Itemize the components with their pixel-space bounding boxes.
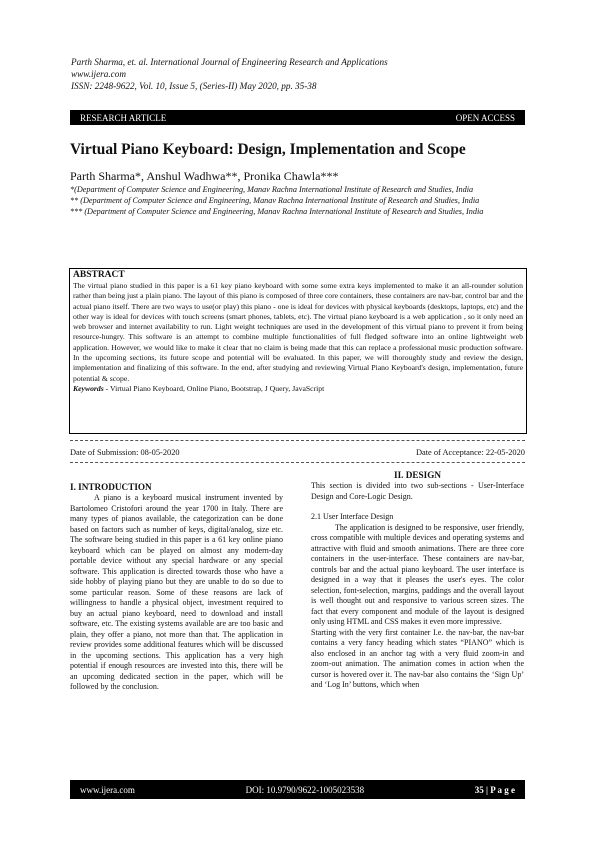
design-intro: This section is divided into two sub-sections - User-Interface Design and Core-Logic Design. <box>311 481 524 501</box>
dates-row <box>70 448 525 457</box>
journal-citation: Parth Sharma, et. al. International Journal of Engineering Research and Applications <box>71 57 388 67</box>
journal-issn: ISSN: 2248-9622, Vol. 10, Issue 5, (Series-II) May 2020, pp. 35-38 <box>71 81 317 91</box>
ui-design-subheading: 2.1 User Interface Design <box>311 512 394 521</box>
design-heading: II. DESIGN <box>394 470 441 480</box>
affiliation-2: ** (Department of Computer Science and Engineering, Manav Rachna International Institute of Research and Studies, India <box>70 196 480 205</box>
ui-design-paragraph-2: Starting with the very first container I.e. the nav-bar, the nav-bar contains a very fancy heading which states “PIANO” which is also enclosed in an anchor tag with a very fluid zoom-in and zoom-out animation. The animation comes in action when the cursor is hovered over it. The nav-bar also contains the ‘Sign Up’ and ‘Log In’ buttons, which when <box>311 627 524 689</box>
keywords-label: Keywords <box>73 383 104 393</box>
research-article-label: RESEARCH ARTICLE <box>80 112 167 123</box>
divider-top <box>70 440 525 441</box>
affiliations <box>70 184 525 217</box>
affiliation-1: *(Department of Computer Science and Engineering, Manav Rachna International Institute of Research and Studies, India <box>70 185 474 194</box>
right-column <box>311 470 524 691</box>
affiliation-3: *** (Department of Computer Science and Engineering, Manav Rachna International Institute of Research and Studies, India <box>70 207 484 216</box>
footer-doi[interactable]: DOI: 10.9790/9622-1005023538 <box>245 784 365 795</box>
acceptance-date: Date of Acceptance: 22-05-2020 <box>415 448 525 457</box>
intro-paragraph: A piano is a keyboard musical instrument invented by Bartolomeo Cristofori around the year 1700 in Italy. There are many types of pianos available, the categorization can be done based on factors such as number of keys, digital/analog, size etc. The software being studied in this paper is a 61 key online piano keyboard which can be played on almost any modern-day portable device without any special hardware or any special software. This application is directed towards those who have a side hobby of playing piano but they are unable to do so due to some particular reason. Some of these reasons are lack of willingness to handle a physical object, investment required to buy an actual piano keyboard, need to download and install software, etc. The existing systems available are are too basic and plain, they offer a piano, not more than that. The application in review provides some additional features which will be discussed in the upcoming sections. This application has a very high potential if enough resources are invested into this, there will be an upcoming dedicated section in the paper, which will be followed by the conclusion. <box>70 493 283 691</box>
abstract-box <box>69 268 527 434</box>
divider-bottom <box>70 462 525 463</box>
intro-heading: I. INTRODUCTION <box>70 482 152 492</box>
abstract-heading: ABSTRACT <box>73 270 125 280</box>
keywords-text: - Virtual Piano Keyboard, Online Piano, Bootstrap, J Query, JavaScript <box>103 383 325 393</box>
article-type-band <box>70 110 525 125</box>
journal-header <box>71 56 531 92</box>
author-list: Parth Sharma*, Anshul Wadhwa**, Pronika Chawla*** <box>70 169 339 183</box>
submission-date: Date of Submission: 08-05-2020 <box>70 448 180 457</box>
page-number: 35 | P a g e <box>474 784 515 795</box>
abstract-text: The virtual piano studied in this paper is a 61 key piano keyboard with some some extra keys implemented to make it an all-rounder solution rather than being just a plain piano. The layout of this piano is composed of three core containers, these containers are nav-bar, control bar and the actual piano itself. There are two ways to use(or play) this piano - one is ideal for devices with physical keyboards (desktops, laptops, etc) and the other way is ideal for devices with touch screens (smart phones, tablets, etc). The virtual piano keyboard is a web application , so it only need an web browser and internet availability to run. Light weight techniques are used in the development of this virtual piano to prevent it from being resource-hungry. This software is an attempt to combine multiple functionalities of full fledged software into an online lightweight web application. However, we would like to make it clear that no claim is being made that this can replace a professional music production software. In the upcoming sections, its future scope and potential will be evaluated. In this paper, we will thoroughly study and review the design, implementation and finalizing of this software. In the end, after studying and reviewing Virtual Piano Keyboard's design, implementation, future potential & scope. <box>73 281 523 383</box>
left-column <box>70 470 283 693</box>
keywords-line <box>73 384 523 394</box>
footer-url[interactable]: www.ijera.com <box>80 784 135 795</box>
ui-design-paragraph-1: The application is designed to be responsive, user friendly, cross compatible with multiple devices and operating systems and attractive with fluid and smooth animations. There are three core containers in the user-interface. These containers are nav-bar, controls bar and the actual piano keyboard. The user interface is designed in a way that it pleases the user's eyes. The color selection, font-selection, margins, paddings and the overall layout is well thought out and responsive to various screen sizes. The fact that every component and module of the layout is designed only using HTML and CSS makes it even more impressive. <box>311 522 524 626</box>
footer-band <box>70 780 525 799</box>
open-access-label: OPEN ACCESS <box>455 112 515 123</box>
paper-title: Virtual Piano Keyboard: Design, Implementation and Scope <box>70 141 466 158</box>
journal-url[interactable]: www.ijera.com <box>71 69 126 79</box>
